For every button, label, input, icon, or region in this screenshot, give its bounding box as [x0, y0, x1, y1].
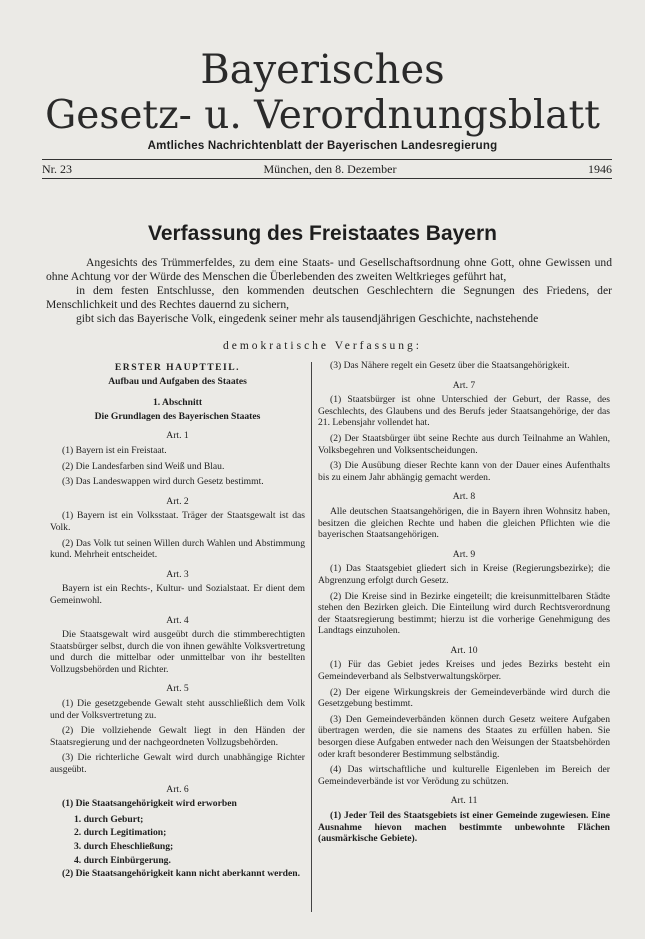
masthead-title-line2: Gesetz- u. Verordnungsblatt	[45, 93, 600, 138]
left-column	[50, 360, 305, 884]
paragraph: (1) Staatsbürger ist ohne Unterschied der Geburt, der Rasse, des Geschlechts, des Glaubens und des Berufs jeder Staatsangehörige, der das 21. Lebensjahr vollendet hat.	[318, 394, 610, 429]
paragraph: (3) Die richterliche Gewalt wird durch unabhängige Richter ausgeübt.	[50, 752, 305, 776]
issue-line	[42, 162, 612, 177]
paragraph: (3) Das Nähere regelt ein Gesetz über die Staatsangehörigkeit.	[330, 360, 570, 371]
section-heading: ERSTER HAUPTTEIL.	[114, 362, 241, 373]
paragraph: (1) Bayern ist ein Volksstaat. Träger der Staatsgewalt ist das Volk.	[50, 510, 305, 533]
issue-year: 1946	[587, 162, 612, 176]
paragraph: Alle deutschen Staatsangehörigen, die in Bayern ihren Wohnsitz haben, besitzen die gleichen Rechte und haben die gleichen Pflichten wie die bayerischen Staatsangehörigen.	[318, 505, 610, 541]
section-heading: Art. 11	[450, 795, 478, 807]
preamble-paragraph: in dem festen Entschlusse, den kommenden deutschen Geschlechtern die Segnungen des Friedens, der Menschlichkeit und des Rechtes dauernd zu sichern,	[46, 284, 612, 311]
paragraph: (2) Der Staatsbürger übt seine Rechte aus durch Teilnahme an Wahlen, Volksbegehren und Volksentscheidungen.	[318, 432, 610, 456]
section-heading: Art. 9	[452, 548, 476, 560]
paragraph: (2) Die Staatsangehörigkeit kann nicht aberkannt werden.	[62, 868, 300, 880]
list-item: 3. durch Eheschließung;	[74, 841, 174, 852]
masthead-subtitle: Amtliches Nachrichtenblatt der Bayerischen Landesregierung	[147, 140, 498, 152]
preamble-paragraph: gibt sich das Bayerische Volk, eingedenk seiner mehr als tausendjährigen Geschichte, nachstehende	[76, 312, 539, 325]
issue-number: Nr. 23	[42, 162, 72, 176]
section-heading: Art. 5	[166, 683, 189, 695]
paragraph: (2) Die vollziehende Gewalt liegt in den Händen der Staatsregierung und der nachgeordneten Vollzugsbehörden.	[50, 725, 305, 748]
paragraph: Bayern ist ein Rechts-, Kultur- und Sozialstaat. Er dient dem Gemeinwohl.	[50, 583, 305, 606]
section-heading: Art. 7	[452, 379, 476, 391]
paragraph: (2) Die Landesfarben sind Weiß und Blau.	[62, 460, 225, 472]
paragraph: Die Staatsgewalt wird ausgeübt durch die stimmberechtigten Staatsbürger selbst, durch die von ihnen gewählte Volksvertretung und durch die mittelbar oder unmittelbar von ihr bestellten Vollzugsbehörden und Richter.	[50, 629, 305, 675]
section-heading: 1. Abschnitt	[152, 397, 203, 409]
paragraph: (1) Die Staatsangehörigkeit wird erworben	[62, 798, 237, 810]
preamble	[46, 256, 612, 326]
list-item: 4. durch Einbürgerung.	[74, 854, 171, 866]
paragraph: (2) Das Volk tut seinen Willen durch Wahlen und Abstimmung kund. Mehrheit entscheidet.	[50, 537, 305, 561]
section-heading: Aufbau und Aufgaben des Staates	[108, 375, 247, 387]
section-heading: Art. 4	[166, 614, 189, 626]
right-column	[318, 360, 610, 849]
paragraph: (4) Das wirtschaftliche und kulturelle Eigenleben im Bereich der Gemeindeverbände ist vor Verödung zu schützen.	[318, 764, 610, 787]
paragraph: (3) Den Gemeindeverbänden können durch Gesetz weitere Aufgaben übertragen werden, die sie namens des Staates zu erfüllen haben. Sie besorgen diese Aufgaben entweder nach den Weisungen der Staatsbehörden oder kraft besonderer Bestimmung selbständig.	[318, 713, 610, 760]
document-title: Verfassung des Freistaates Bayern	[147, 222, 497, 245]
preamble-closing: demokratische Verfassung:	[222, 340, 423, 352]
column-divider	[311, 362, 312, 912]
divider-top	[42, 159, 612, 160]
paragraph: (3) Die Ausübung dieser Rechte kann von der Dauer eines Aufenthalts bis zu einem Jahr abhängig gemacht werden.	[318, 460, 610, 483]
paragraph: (1) Bayern ist ein Freistaat.	[62, 444, 167, 456]
paragraph: (1) Die gesetzgebende Gewalt steht ausschließlich dem Volk und der Volksvertretung zu.	[50, 698, 305, 721]
section-heading: Art. 6	[166, 783, 189, 795]
section-heading: Art. 8	[452, 491, 476, 503]
paragraph: (1) Das Staatsgebiet gliedert sich in Kreise (Regierungsbezirke); die Abgrenzung erfolgt durch Gesetz.	[318, 563, 610, 586]
paragraph: (2) Die Kreise sind in Bezirke eingeteilt; die kreisunmittelbaren Städte stehen den Bezirken gleich. Die Einteilung wird durch Rechtsverordnung der Staatsregierung bestimmt; hierzu ist die vorherige Genehmigung des Landtags einzuholen.	[318, 590, 610, 637]
divider-bottom	[42, 178, 612, 179]
section-heading: Art. 10	[450, 644, 478, 656]
preamble-paragraph: Angesichts des Trümmerfeldes, zu dem eine Staats- und Gesellschaftsordnung ohne Gott, ohne Gewissen und ohne Achtung vor der Würde des Menschen die Überlebenden des zweiten Weltkrieges geführt hat,	[46, 256, 612, 283]
section-heading: Art. 3	[166, 568, 189, 580]
list-item: 1. durch Geburt;	[74, 813, 144, 825]
masthead-title-line1: Bayerisches	[200, 47, 445, 93]
section-heading: Art. 2	[166, 495, 189, 507]
paragraph: (2) Der eigene Wirkungskreis der Gemeindeverbände wird durch die Gesetzgebung bestimmt.	[318, 686, 610, 710]
paragraph: (3) Das Landeswappen wird durch Gesetz bestimmt.	[62, 476, 264, 488]
place-date: München, den 8. Dezember	[263, 162, 397, 176]
paragraph: (1) Für das Gebiet jedes Kreises und jedes Bezirks besteht ein Gemeindeverband als Selbstverwaltungskörper.	[318, 659, 610, 683]
section-heading: Die Grundlagen des Bayerischen Staates	[94, 410, 261, 422]
paragraph: (1) Jeder Teil des Staatsgebiets ist einer Gemeinde zugewiesen. Eine Ausnahme hievon machen bestimmte unbewohnte Flächen (ausmärkische Gebiete).	[318, 810, 610, 845]
list-item: 2. durch Legitimation;	[74, 827, 167, 839]
section-heading: Art. 1	[166, 430, 189, 442]
